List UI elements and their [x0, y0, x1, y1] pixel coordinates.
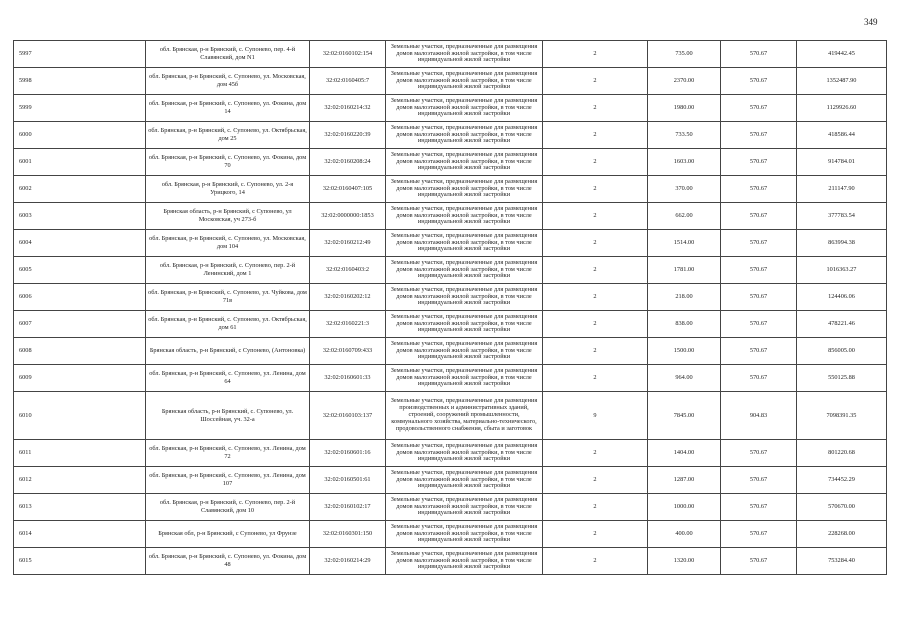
cadastral-value-cell: 211147.90 — [797, 176, 887, 203]
table-row — [14, 230, 887, 257]
group-cell: 2 — [543, 149, 648, 176]
group-cell: 2 — [543, 95, 648, 122]
group-cell: 2 — [543, 284, 648, 311]
rate-cell: 570.67 — [721, 257, 797, 284]
address-cell: обл. Брянская, р-н Брянский, с. Супонево, ул. Октябрьская, дом 61 — [146, 311, 310, 338]
group-cell: 9 — [543, 392, 648, 440]
cadastral-number-cell: 32:02:0160301:150 — [310, 521, 386, 548]
cadastral-value-cell: 1352487.90 — [797, 68, 887, 95]
rate-cell: 570.67 — [721, 284, 797, 311]
cadastral-number-cell: 32:02:0160102:154 — [310, 41, 386, 68]
area-cell: 1287.00 — [648, 467, 721, 494]
group-cell: 2 — [543, 68, 648, 95]
area-cell: 662.00 — [648, 203, 721, 230]
rate-cell: 570.67 — [721, 122, 797, 149]
row-number: 5998 — [14, 68, 146, 95]
area-cell: 1404.00 — [648, 440, 721, 467]
area-cell: 7845.00 — [648, 392, 721, 440]
area-cell: 370.00 — [648, 176, 721, 203]
area-cell: 218.00 — [648, 284, 721, 311]
row-number: 6001 — [14, 149, 146, 176]
cadastral-value-cell: 124406.06 — [797, 284, 887, 311]
row-number: 6013 — [14, 494, 146, 521]
cadastral-table — [13, 40, 887, 575]
cadastral-value-cell: 1016363.27 — [797, 257, 887, 284]
cadastral-value-cell: 734452.29 — [797, 467, 887, 494]
table-row — [14, 41, 887, 68]
cadastral-number-cell: 32:02:0160405:7 — [310, 68, 386, 95]
address-cell: Брянская область, р-н Брянский, с. Супонево, ул. Шоссейная, уч. 32-а — [146, 392, 310, 440]
address-cell: обл. Брянская, р-н Брянский, с. Супонево, ул. Московская, дом 45б — [146, 68, 310, 95]
cadastral-value-cell: 377783.54 — [797, 203, 887, 230]
group-cell: 2 — [543, 467, 648, 494]
address-cell: Брянская область, р-н Брянский, с Супонево, (Антоновка) — [146, 338, 310, 365]
group-cell: 2 — [543, 440, 648, 467]
address-cell: обл. Брянская, р-н Брянский, с. Супонево, ул. Октябрьская, дом 25 — [146, 122, 310, 149]
table-row — [14, 257, 887, 284]
row-number: 6015 — [14, 548, 146, 575]
address-cell: обл. Брянская, р-н Брянский, с. Супонево, пер. 4-й Славянский, дом N1 — [146, 41, 310, 68]
table-row — [14, 203, 887, 230]
group-cell: 2 — [543, 494, 648, 521]
land-use-cell: Земельные участки, предназначенные для размещения домов малоэтажной жилой застройки, в том числе индивидуальной жилой застройки — [386, 176, 543, 203]
address-cell: обл. Брянская, р-н Брянский, с. Супонево, ул. Фокина, дом 48 — [146, 548, 310, 575]
address-cell: обл. Брянская, р-н Брянский, с. Супонево, ул. Чуйкова, дом 71в — [146, 284, 310, 311]
rate-cell: 570.67 — [721, 230, 797, 257]
table-row — [14, 365, 887, 392]
area-cell: 1000.00 — [648, 494, 721, 521]
land-use-cell: Земельные участки, предназначенные для размещения домов малоэтажной жилой застройки, в том числе индивидуальной жилой застройки — [386, 230, 543, 257]
area-cell: 2370.00 — [648, 68, 721, 95]
land-use-cell: Земельные участки, предназначенные для размещения домов малоэтажной жилой застройки, в том числе индивидуальной жилой застройки — [386, 311, 543, 338]
cadastral-number-cell: 32:02:0160212:49 — [310, 230, 386, 257]
area-cell: 964.00 — [648, 365, 721, 392]
land-use-cell: Земельные участки, предназначенные для размещения домов малоэтажной жилой застройки, в том числе индивидуальной жилой застройки — [386, 284, 543, 311]
address-cell: обл. Брянская, р-н Брянский, с. Супонево, ул. Фокина, дом 70 — [146, 149, 310, 176]
land-use-cell: Земельные участки, предназначенные для размещения домов малоэтажной жилой застройки, в том числе индивидуальной жилой застройки — [386, 494, 543, 521]
cadastral-number-cell: 32:02:0160220:39 — [310, 122, 386, 149]
land-use-cell: Земельные участки, предназначенные для размещения домов малоэтажной жилой застройки, в том числе индивидуальной жилой застройки — [386, 203, 543, 230]
table-row — [14, 122, 887, 149]
row-number: 6014 — [14, 521, 146, 548]
group-cell: 2 — [543, 365, 648, 392]
cadastral-value-cell: 1129926.60 — [797, 95, 887, 122]
table-row — [14, 392, 887, 440]
table-row — [14, 548, 887, 575]
group-cell: 2 — [543, 548, 648, 575]
area-cell: 400.00 — [648, 521, 721, 548]
row-number: 6002 — [14, 176, 146, 203]
table-row — [14, 68, 887, 95]
land-use-cell: Земельные участки, предназначенные для размещения домов малоэтажной жилой застройки, в том числе индивидуальной жилой застройки — [386, 257, 543, 284]
cadastral-number-cell: 32:02:0160214:32 — [310, 95, 386, 122]
table-row — [14, 521, 887, 548]
table-row — [14, 95, 887, 122]
land-use-cell: Земельные участки, предназначенные для размещения домов малоэтажной жилой застройки, в том числе индивидуальной жилой застройки — [386, 521, 543, 548]
land-use-cell: Земельные участки, предназначенные для размещения домов малоэтажной жилой застройки, в том числе индивидуальной жилой застройки — [386, 467, 543, 494]
rate-cell: 570.67 — [721, 548, 797, 575]
table-row — [14, 284, 887, 311]
cadastral-number-cell: 32:02:0160601:16 — [310, 440, 386, 467]
row-number: 6012 — [14, 467, 146, 494]
group-cell: 2 — [543, 176, 648, 203]
table-body — [14, 41, 887, 575]
land-use-cell: Земельные участки, предназначенные для размещения домов малоэтажной жилой застройки, в том числе индивидуальной жилой застройки — [386, 95, 543, 122]
group-cell: 2 — [543, 257, 648, 284]
area-cell: 1320.00 — [648, 548, 721, 575]
row-number: 6008 — [14, 338, 146, 365]
rate-cell: 570.67 — [721, 149, 797, 176]
rate-cell: 570.67 — [721, 440, 797, 467]
row-number: 6003 — [14, 203, 146, 230]
group-cell: 2 — [543, 41, 648, 68]
cadastral-value-cell: 7098391.35 — [797, 392, 887, 440]
address-cell: обл. Брянская, р-н Брянский, с. Супонево, ул. Московская, дом 104 — [146, 230, 310, 257]
land-use-cell: Земельные участки, предназначенные для размещения домов малоэтажной жилой застройки, в том числе индивидуальной жилой застройки — [386, 338, 543, 365]
cadastral-value-cell: 418586.44 — [797, 122, 887, 149]
cadastral-number-cell: 32:02:0160214:29 — [310, 548, 386, 575]
area-cell: 1603.00 — [648, 149, 721, 176]
row-number: 5999 — [14, 95, 146, 122]
address-cell: обл. Брянская, р-н Брянский, с. Супонево, пер. 2-й Славянский, дом 10 — [146, 494, 310, 521]
rate-cell: 570.67 — [721, 95, 797, 122]
address-cell: обл. Брянская, р-н Брянский, с. Супонево, ул. 2-я Урицкого, 14 — [146, 176, 310, 203]
table-row — [14, 311, 887, 338]
rate-cell: 570.67 — [721, 494, 797, 521]
group-cell: 2 — [543, 230, 648, 257]
row-number: 6010 — [14, 392, 146, 440]
rate-cell: 570.67 — [721, 521, 797, 548]
land-use-cell: Земельные участки, предназначенные для размещения домов малоэтажной жилой застройки, в том числе индивидуальной жилой застройки — [386, 365, 543, 392]
cadastral-number-cell: 32:02:0000000:1853 — [310, 203, 386, 230]
cadastral-number-cell: 32:02:0160403:2 — [310, 257, 386, 284]
address-cell: обл. Брянская, р-н Брянский, с. Супонево, ул. Фокина, дом 14 — [146, 95, 310, 122]
table-row — [14, 494, 887, 521]
address-cell: Брянская область, р-н Брянский, с Супонево, ул Московская, уч 273-б — [146, 203, 310, 230]
table-row — [14, 149, 887, 176]
row-number: 5997 — [14, 41, 146, 68]
address-cell: Брянская обл, р-н Брянский, с Супонево, ул Фрунзе — [146, 521, 310, 548]
area-cell: 1781.00 — [648, 257, 721, 284]
group-cell: 2 — [543, 521, 648, 548]
cadastral-number-cell: 32:02:0160709:433 — [310, 338, 386, 365]
rate-cell: 904.83 — [721, 392, 797, 440]
table-row — [14, 338, 887, 365]
cadastral-number-cell: 32:02:0160102:17 — [310, 494, 386, 521]
rate-cell: 570.67 — [721, 338, 797, 365]
rate-cell: 570.67 — [721, 41, 797, 68]
rate-cell: 570.67 — [721, 203, 797, 230]
land-use-cell: Земельные участки, предназначенные для размещения домов малоэтажной жилой застройки, в том числе индивидуальной жилой застройки — [386, 548, 543, 575]
table-row — [14, 440, 887, 467]
row-number: 6006 — [14, 284, 146, 311]
page-number: 349 — [864, 17, 878, 27]
group-cell: 2 — [543, 122, 648, 149]
area-cell: 1514.00 — [648, 230, 721, 257]
cadastral-value-cell: 753284.40 — [797, 548, 887, 575]
area-cell: 1980.00 — [648, 95, 721, 122]
cadastral-number-cell: 32:02:0160501:61 — [310, 467, 386, 494]
cadastral-value-cell: 478221.46 — [797, 311, 887, 338]
area-cell: 838.00 — [648, 311, 721, 338]
cadastral-number-cell: 32:02:0160407:105 — [310, 176, 386, 203]
cadastral-value-cell: 419442.45 — [797, 41, 887, 68]
row-number: 6011 — [14, 440, 146, 467]
cadastral-number-cell: 32:02:0160202:12 — [310, 284, 386, 311]
cadastral-value-cell: 801220.68 — [797, 440, 887, 467]
cadastral-number-cell: 32:02:0160221:3 — [310, 311, 386, 338]
cadastral-value-cell: 863994.38 — [797, 230, 887, 257]
rate-cell: 570.67 — [721, 365, 797, 392]
address-cell: обл. Брянская, р-н Брянский, с. Супонево, пер. 2-й Ленинский, дом 1 — [146, 257, 310, 284]
address-cell: обл. Брянская, р-н Брянский, с. Супонево, ул. Ленина, дом 72 — [146, 440, 310, 467]
row-number: 6007 — [14, 311, 146, 338]
cadastral-value-cell: 228268.00 — [797, 521, 887, 548]
cadastral-number-cell: 32:02:0160601:33 — [310, 365, 386, 392]
land-use-cell: Земельные участки, предназначенные для размещения домов малоэтажной жилой застройки, в том числе индивидуальной жилой застройки — [386, 122, 543, 149]
group-cell: 2 — [543, 311, 648, 338]
row-number: 6004 — [14, 230, 146, 257]
cadastral-number-cell: 32:02:0160208:24 — [310, 149, 386, 176]
land-use-cell: Земельные участки, предназначенные для размещения домов малоэтажной жилой застройки, в том числе индивидуальной жилой застройки — [386, 41, 543, 68]
cadastral-value-cell: 856005.00 — [797, 338, 887, 365]
cadastral-value-cell: 570670.00 — [797, 494, 887, 521]
cadastral-value-cell: 914784.01 — [797, 149, 887, 176]
rate-cell: 570.67 — [721, 467, 797, 494]
group-cell: 2 — [543, 203, 648, 230]
area-cell: 735.00 — [648, 41, 721, 68]
address-cell: обл. Брянская, р-н Брянский, с. Супонево, ул. Ленина, дом 64 — [146, 365, 310, 392]
row-number: 6009 — [14, 365, 146, 392]
table-row — [14, 467, 887, 494]
area-cell: 1500.00 — [648, 338, 721, 365]
row-number: 6000 — [14, 122, 146, 149]
cadastral-number-cell: 32:02:0160103:137 — [310, 392, 386, 440]
rate-cell: 570.67 — [721, 176, 797, 203]
land-use-cell: Земельные участки, предназначенные для размещения домов малоэтажной жилой застройки, в том числе индивидуальной жилой застройки — [386, 149, 543, 176]
row-number: 6005 — [14, 257, 146, 284]
land-use-cell: Земельные участки, предназначенные для размещения домов малоэтажной жилой застройки, в том числе индивидуальной жилой застройки — [386, 68, 543, 95]
land-use-cell: Земельные участки, предназначенные для размещения домов малоэтажной жилой застройки, в том числе индивидуальной жилой застройки — [386, 440, 543, 467]
group-cell: 2 — [543, 338, 648, 365]
rate-cell: 570.67 — [721, 311, 797, 338]
rate-cell: 570.67 — [721, 68, 797, 95]
land-use-cell: Земельные участки, предназначенные для размещения производственных и административных зданий, строений, сооружений промышленности, коммунального хозяйства, материально-технического, продовольственного снабжения, сбыта и заготовок — [386, 392, 543, 440]
area-cell: 733.50 — [648, 122, 721, 149]
cadastral-value-cell: 550125.88 — [797, 365, 887, 392]
address-cell: обл. Брянская, р-н Брянский, с. Супонево, ул. Ленина, дом 107 — [146, 467, 310, 494]
table-row — [14, 176, 887, 203]
